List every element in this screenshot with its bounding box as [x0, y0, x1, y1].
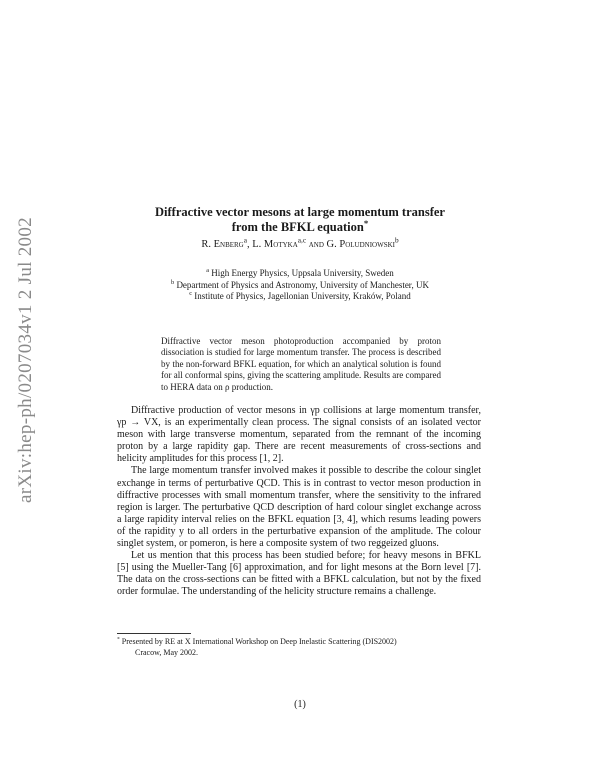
paper-title — [100, 205, 500, 235]
author-2-initial: L. — [252, 239, 264, 250]
page-number: (1) — [294, 699, 306, 710]
body-text — [117, 405, 481, 599]
affiliation-b-text: Department of Physics and Astronomy, University of Manchester, UK — [174, 279, 429, 290]
paragraph-2: The large momentum transfer involved makes it possible to describe the colour singlet exchange in terms of perturbative QCD. This is in contrast to vector meson production in diffractive processes with small momentum transfer, where the sensitivity to the infrared region is larger. The perturbative QCD description of hard colour singlet exchange across a large rapidity interval relies on the BFKL equation [3, 4], which resums leading powers of the rapidity y to all orders in the perturbative expansion of the amplitude. The colour singlet system, or pomeron, is here a composite system of two reggeized gluons. — [117, 465, 481, 550]
title-line-2-text: from the BFKL equation — [231, 220, 364, 234]
affiliations — [100, 268, 500, 303]
author-list — [100, 235, 500, 250]
paragraph-3: Let us mention that this process has been studied before; for heavy mesons in BFKL [5] using the Mueller-Tang [6] approximation, and for light mesons at the Born level [7]. The data on the cross-sections can be fitted with a BFKL calculation, but not by the fixed order formulae. The understanding of the helicity structure remains a challenge. — [117, 550, 481, 598]
title-line-2 — [100, 217, 500, 235]
paragraph-1: Diffractive production of vector mesons in γp collisions at large momentum transfer, γp → VX, is an experimentally clean process. The signal consists of an isolated vector meson with large transverse momentum, separated from the remnant of the incoming proton by a large rapidity gap. There are recent measurements of cross-sections and helicity amplitudes for this process [1, 2]. — [117, 405, 481, 465]
author-2-surname: Motyka — [263, 239, 298, 250]
author-1-initial: R. — [201, 239, 214, 250]
author-1-surname: Enberg — [213, 239, 244, 250]
author-3-surname: Poludniowski — [339, 239, 395, 250]
author-3-affil: b — [395, 235, 399, 245]
author-2-affil: a,c — [297, 235, 307, 245]
author-1-affil: a — [243, 235, 247, 245]
arxiv-identifier: arXiv:hep-ph/0207034v1 2 Jul 2002 — [15, 217, 36, 503]
footnote-line-2: Cracow, May 2002. — [135, 648, 199, 657]
affiliation-c-text: Institute of Physics, Jagellonian University, Kraków, Poland — [191, 291, 411, 301]
footnote-line-1 — [117, 636, 481, 647]
footnote-rule — [117, 633, 191, 634]
title-footnote-mark: * — [363, 217, 369, 228]
affiliation-a-text: High Energy Physics, Uppsala University, Sweden — [209, 268, 394, 278]
author-and: and — [308, 239, 324, 250]
footnote-mark: * — [117, 636, 120, 643]
affiliation-c — [100, 291, 500, 303]
affiliation-a — [100, 268, 500, 280]
affiliation-c-mark: c — [189, 290, 192, 297]
affiliation-b-mark: b — [171, 278, 175, 286]
title-line-1: Diffractive vector mesons at large momentum transfer — [155, 205, 445, 219]
footnote-line-1-text: Presented by RE at X International Workshop on Deep Inelastic Scattering (DIS2002) — [119, 637, 397, 646]
author-separator: , — [247, 239, 253, 250]
footnote — [117, 636, 481, 658]
affiliation-b — [100, 280, 500, 292]
abstract: Diffractive vector meson photoproduction accompanied by proton dissociation is studied for large momentum transfer. The process is described by the non-forward BFKL equation, for which an analytical solution is found for all conformal spins, giving the scattering amplitude. Results are compared to HERA data on ρ production. — [161, 336, 441, 392]
author-3-initial: G. — [323, 239, 340, 250]
affiliation-a-mark: a — [206, 267, 210, 274]
